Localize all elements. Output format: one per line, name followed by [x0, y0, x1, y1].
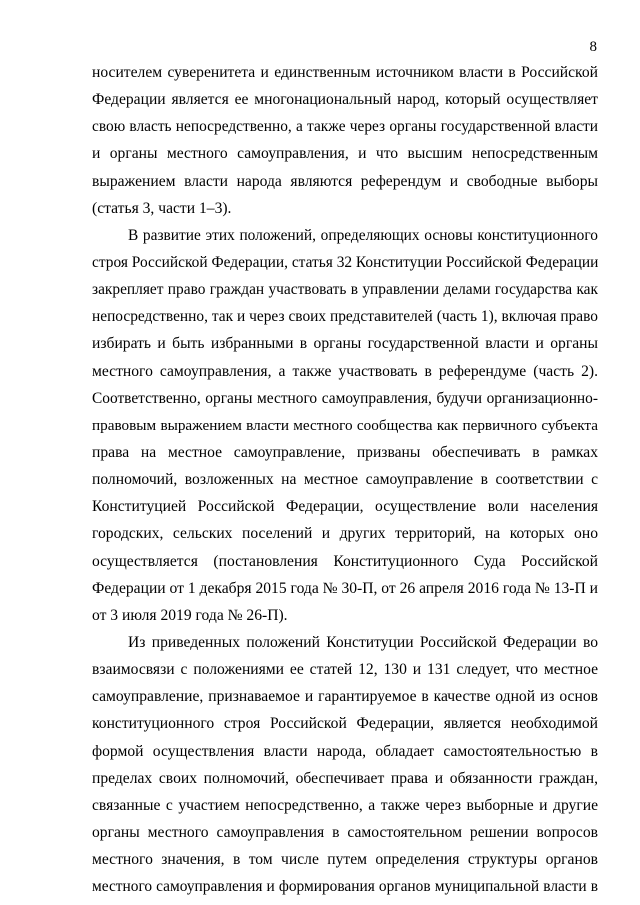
text-line: Конституцией Российской Федерации, осуществление воли населения [92, 498, 598, 516]
text-line: конституционного строя Российской Федерации, является необходимой [92, 715, 598, 733]
text-line: городских, сельских поселений и других территорий, на которых оно [92, 525, 598, 543]
text-line: местного значения, в том числе путем определения структуры органов [92, 851, 598, 869]
text-line: осуществляется (постановления Конституционного Суда Российской [92, 552, 598, 570]
text-line: пределах своих полномочий, обеспечивает права и обязанности граждан, [92, 769, 598, 787]
text-line: органы местного самоуправления в самостоятельном решении вопросов [92, 823, 598, 841]
text-line: закрепляет право граждан участвовать в управлении делами государства как [92, 281, 598, 299]
page-number: 8 [589, 39, 597, 55]
document-body [92, 59, 598, 900]
text-line: В развитие этих положений, определяющих основы конституционного [128, 226, 598, 244]
text-line: Федерации от 1 декабря 2015 года № 30-П, от 26 апреля 2016 года № 13-П и [92, 579, 598, 597]
text-line: полномочий, возложенных на местное самоуправление в соответствии с [92, 471, 598, 489]
text-line: местного самоуправления и формирования органов муниципальной власти в [92, 878, 598, 896]
text-line: носителем суверенитета и единственным источником власти в Российской [92, 64, 598, 81]
text-line: правовым выражением власти местного сообщества как первичного субъекта [92, 416, 598, 434]
text-line: местного самоуправления, а также участвовать в референдуме (часть 2). [92, 362, 598, 380]
text-line: избирать и быть избранными в органы государственной власти и органы [92, 335, 598, 353]
text-line: формой осуществления власти народа, обладает самостоятельностью в [92, 742, 598, 760]
text-line: непосредственно, так и через своих представителей (часть 1), включая право [92, 308, 598, 326]
text-line: и органы местного самоуправления, и что высшим непосредственным [92, 145, 598, 163]
text-line: от 3 июля 2019 года № 26-П). [92, 606, 288, 624]
text-line: (статья 3, части 1–3). [92, 199, 232, 217]
text-line: строя Российской Федерации, статья 32 Конституции Российской Федерации [92, 253, 599, 271]
text-line: Из приведенных положений Конституции Российской Федерации во [128, 633, 598, 651]
text-line: связанные с участием непосредственно, а также через выборные и другие [92, 796, 598, 814]
text-line: Федерации является ее многонациональный народ, который осуществляет [92, 91, 598, 109]
text-line: права на местное самоуправление, призваны обеспечивать в рамках [92, 443, 598, 461]
text-line: выражением власти народа являются референдум и свободные выборы [92, 172, 598, 190]
text-line: Соответственно, органы местного самоуправления, будучи организационно- [92, 389, 598, 407]
text-line: взаимосвязи с положениями ее статей 12, 130 и 131 следует, что местное [92, 661, 598, 679]
text-line: самоуправление, признаваемое и гарантируемое в качестве одной из основ [92, 688, 598, 706]
text-line: свою власть непосредственно, а также через органы государственной власти [92, 118, 598, 136]
